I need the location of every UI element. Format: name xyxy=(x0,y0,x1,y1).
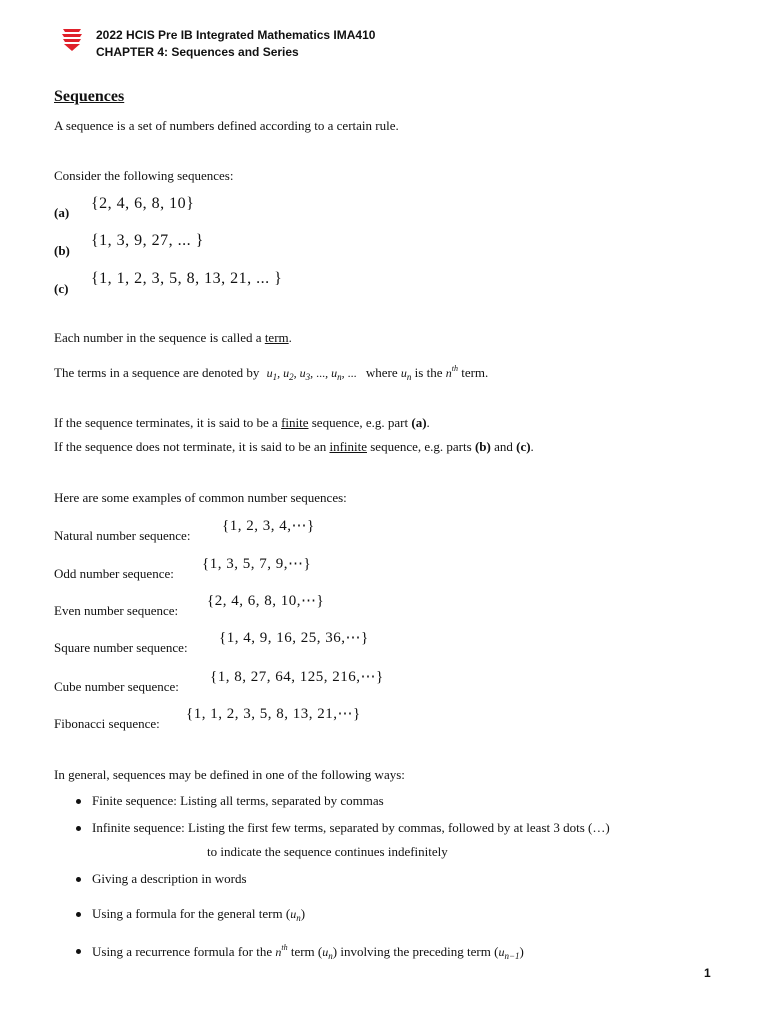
way-infinite-line1: Infinite sequence: Listing the first few terms, separated by commas, followed by at least 3 dots (…) xyxy=(92,820,610,835)
infinite-word: infinite xyxy=(329,439,367,454)
section-title: Sequences xyxy=(54,88,125,105)
common-natural-label: Natural number sequence: xyxy=(54,528,191,543)
page-number: 1 xyxy=(704,966,711,980)
way-finite: Finite sequence: Listing all terms, separated by commas xyxy=(92,793,384,808)
common-square-set: {1, 4, 9, 16, 25, 36,⋯} xyxy=(219,630,369,646)
ways-intro: In general, sequences may be defined in one of the following ways: xyxy=(54,767,405,782)
notation-end: term. xyxy=(461,365,489,380)
way-infinite-line2: to indicate the sequence continues indefinitely xyxy=(207,844,448,859)
example-c-label: (c) xyxy=(54,281,69,296)
example-b-label: (b) xyxy=(54,243,70,258)
term-notation-line: The terms in a sequence are denoted by $u_1$, $u_2$, $u_3$, ..., $u_n$, ... where $u_n$ is the $n^{th}$ term. xyxy=(54,364,489,382)
notation-where: where xyxy=(365,365,398,380)
school-logo xyxy=(60,26,84,52)
common-fibonacci-label: Fibonacci sequence: xyxy=(54,716,160,731)
common-odd-set: {1, 3, 5, 7, 9,⋯} xyxy=(202,556,312,572)
way-recurrence: Using a recurrence formula for the $n^{th}$ term $(u_n)$ involving the preceding term $(u_{n-1})$ xyxy=(92,943,524,961)
header-course-title: 2022 HCIS Pre IB Integrated Mathematics IMA410 xyxy=(96,28,376,42)
intro-text: A sequence is a set of numbers defined according to a certain rule. xyxy=(54,118,399,133)
header-chapter-title: CHAPTER 4: Sequences and Series xyxy=(96,45,299,59)
common-fibonacci-set: {1, 1, 2, 3, 5, 8, 13, 21,⋯} xyxy=(186,706,361,722)
way-general-term: Using a formula for the general term $(u_n)$ xyxy=(92,906,306,923)
example-a-set: {2, 4, 6, 8, 10} xyxy=(91,195,195,212)
notation-pre: The terms in a sequence are denoted by xyxy=(54,365,260,380)
common-square-label: Square number sequence: xyxy=(54,640,188,655)
term-definition-pre: Each number in the sequence is called a xyxy=(54,330,265,345)
term-definition xyxy=(54,330,292,346)
school-logo-icon xyxy=(60,26,84,52)
way-description: Giving a description in words xyxy=(92,871,247,886)
example-a-label: (a) xyxy=(54,205,70,220)
term-definition-post: . xyxy=(288,330,292,345)
bullet-2 xyxy=(76,826,81,831)
bullet-5 xyxy=(76,949,81,954)
bullet-1 xyxy=(76,799,81,804)
common-intro: Here are some examples of common number sequences: xyxy=(54,490,347,505)
finite-word: finite xyxy=(281,415,309,430)
common-cube-set: {1, 8, 27, 64, 125, 216,⋯} xyxy=(210,669,384,685)
common-odd-label: Odd number sequence: xyxy=(54,566,174,581)
common-even-label: Even number sequence: xyxy=(54,603,179,618)
common-natural-set: {1, 2, 3, 4,⋯} xyxy=(222,518,315,534)
bullet-4 xyxy=(76,912,81,917)
common-even-set: {2, 4, 6, 8, 10,⋯} xyxy=(207,593,325,609)
infinite-line: If the sequence does not terminate, it is said to be an infinite sequence, e.g. parts (b) and (c). xyxy=(54,439,534,454)
example-c-set: {1, 1, 2, 3, 5, 8, 13, 21, ... } xyxy=(91,270,283,287)
example-b-set: {1, 3, 9, 27, ... } xyxy=(91,232,204,249)
bullet-3 xyxy=(76,877,81,882)
finite-line: If the sequence terminates, it is said to be a finite sequence, e.g. part (a). xyxy=(54,415,430,430)
term-word: term xyxy=(264,330,289,345)
common-cube-label: Cube number sequence: xyxy=(54,679,179,694)
consider-text: Consider the following sequences: xyxy=(54,168,234,183)
notation-is: is the xyxy=(414,365,443,380)
